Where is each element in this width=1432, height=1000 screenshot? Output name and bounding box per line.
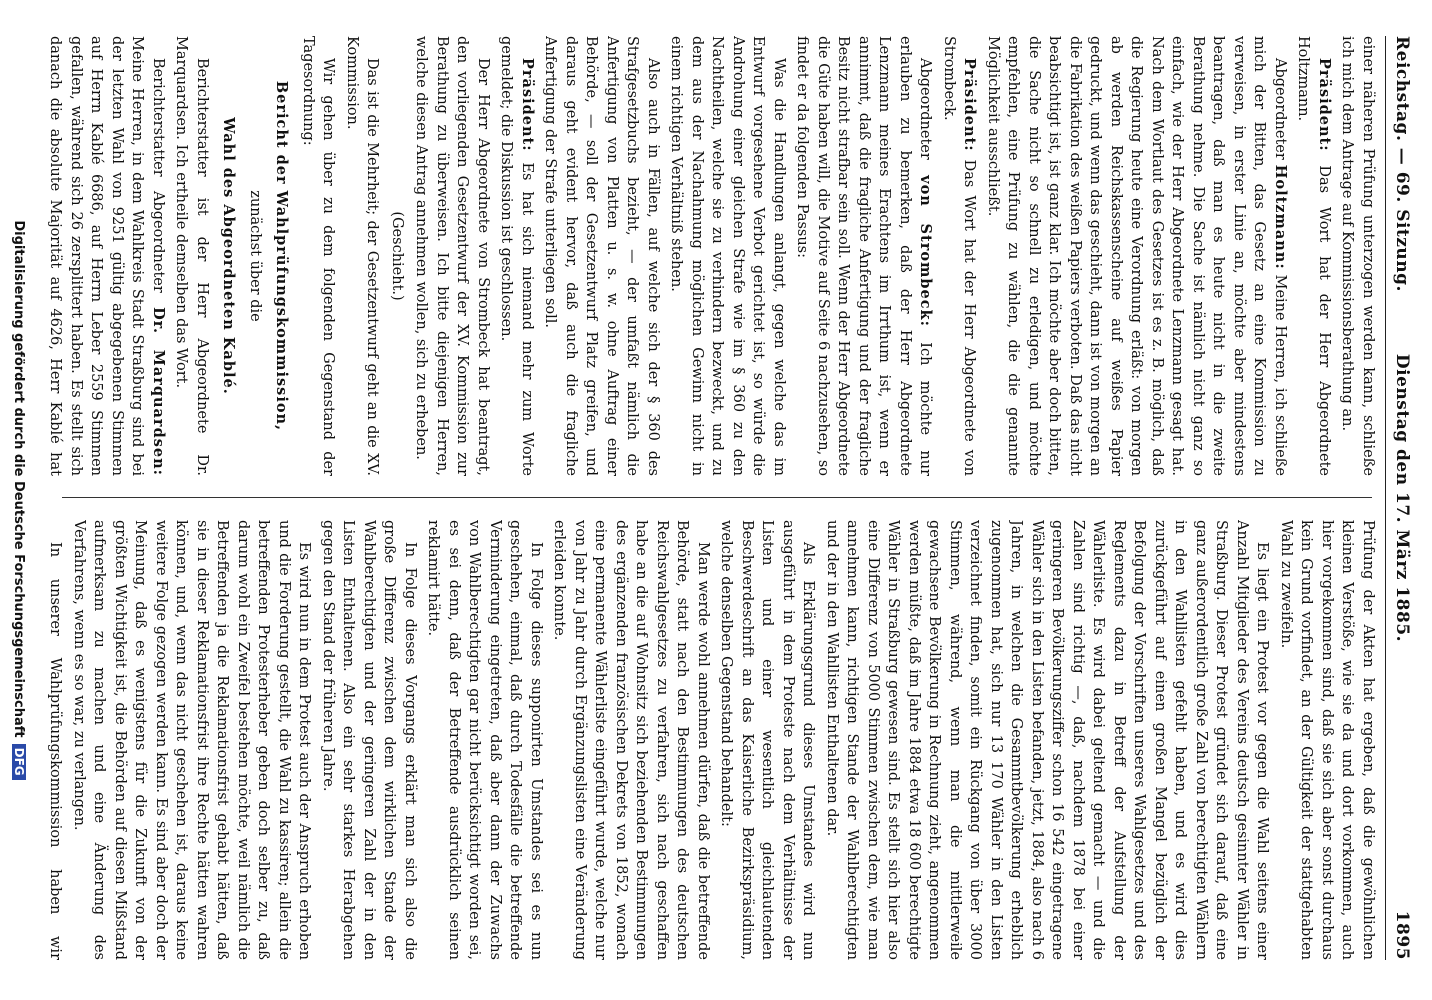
quoted-paragraph: Man werde wohl annehmen dürfen, daß die betreffende Behörde, statt nach den Bestimmungen des deutschen Reichswahlgesetzes zu verfahren, sich nach geschaffen habe an die auf Wohnsitz sich beziehenden Bestimmungen des ergänzenden französischen Dekrets von 1852, wonach eine permanente Wählerliste eingeführt wurde, welche nur von Jahr zu Jahr durch Ergänzungslisten eine Veränderung erleiden konnte.	[551, 520, 711, 960]
paragraph: Berichterstatter ist der Herr Abgeordnete Dr. Marquardsen. Ich ertheile demselben das Wort.	[173, 36, 210, 476]
paragraph: In Folge dieses supponirten Umstandes sei es nun geschehen, einmal, daß durch Todesfälle die betreffende Verminderung eingetreten, daß aber dann der Zuwachs von Wahlberechtigten gar nicht berücksichtigt worden sei, es sei denn, daß der Betreffende ausdrücklich seinen reklamirt hätte.	[425, 520, 544, 960]
speech-text: Ich möchte nur erlauben zu bemerken, daß der Herr Abgeordnete Lenzmann meines Erachtens im Irrthum ist, wenn er annimmt, daß die fragliche Anfertigung und der fragliche Besitz nicht strafbar sein soll. Wenn der Herr Abgeordnete die Güte haben will, die Motive auf Seite 6 nachzusehen, so findet er da folgenden Passus:	[794, 36, 934, 476]
credit-text: Digitalisierung gefördert durch die Deutsche Forschungsgemeinschaft	[11, 220, 26, 738]
speaker-name: Präsident:	[961, 58, 979, 152]
dfg-logo: DFG	[12, 744, 26, 780]
quoted-paragraph: Was die Handlungen anlangt, gegen welche das im Entwurf vorgesehene Verbot gerichtet ist, so würde die Androhung einer gleichen Strafe wie im § 360 zu den Nachtheilen, welche sie zu verhindern bezweckt, und zu dem aus der Nachahmung möglichen Gewinn nicht in einem richtigen Verhältniß stehen.	[668, 36, 787, 476]
paragraph	[1293, 36, 1334, 476]
paragraph: Das ist die Mehrheit; der Gesetzentwurf geht an die XV. Kommission.	[344, 36, 381, 476]
paragraph: Es liegt ein Protest vor gegen die Wahl seitens einer Anzahl Mitglieder des Vereins deutsch gesinnter Wähler in Straßburg. Dieser Protest gründet sich darauf, daß eine ganz außerordentlich große Zahl von berechtigten Wählern in den Wahllisten gefehlt haben, und es wird dies zurückgeführt auf einen großen Mangel bezüglich der Befolgung der Vorschriften unseres Wahlgesetzes und des Reglements dazu in Betreff der Aufstellung der Wählerliste. Es wird dabei geltend gemacht — und die Zahlen sind richtig —, daß, nachdem 1878 bei einer geringeren Bevölkerungsziffer schon 16 542 eingetragene Wähler sich in den Listen befanden, jetzt, 1884, also nach 6 Jahren, in welchen die Gesammtbevölkerung erheblich zugenommen hat, sich nur 13 170 Wähler in den Listen verzeichnet finden, somit ein Rückgang von über 3000 Stimmen, während, wenn man die mittlerweile gewachsene Bevölkerung in Rechnung zieht, angenommen werden müßte, daß im Jahre 1884 etwa 18 600 berechtigte Wähler in Straßburg gewesen sind. Es stellt sich hier also eine Differenz von 5000 Stimmen zwischen dem, wie man annehmen kann, richtigen Stande der Wahlberechtigten und der in den Wahllisten Enthaltenen dar.	[824, 520, 1271, 960]
right-column	[48, 520, 1378, 960]
paragraph: Der Herr Abgeordnete von Strombeck hat beantragt, den vorliegenden Gesetzentwurf der XV. Kommission zur Berathung zu überweisen. Ich bitte diejenigen Herren, welche diesen Antrag annehmen wollen, sich zu erheben.	[413, 36, 491, 476]
column-divider	[62, 497, 1372, 498]
speaker-name: Dr. Marquardsen:	[150, 307, 167, 476]
speech-text: Meine Herren, ich schließe mich der Bitten, das Gesetz an eine Kommission zu verweisen, in erster Linie an, möchte aber mindestens beantragen, daß man es heute nicht in die zweite Berathung nehme. Die Sache ist nämlich nicht ganz so einfach, wie der Herr Abgeordnete Lenzmann gesagt hat. Nach dem Wortlaut des Gesetzes ist es z. B. möglich, daß die Regierung heute eine Verordnung erläßt: von morgen ab werden Reichskassenscheine auf weißes Papier gedruckt, und wenn das geschieht, dann ist von morgen an die Fabrikation des weißen Papiers verboten. Daß das nicht beabsichtigt ist, ist ganz klar. Ich möchte aber doch bitten, die Sache nicht so schnell zu erledigen, und möchte empfehlen, eine Prüfung zu wählen, die die genannte Möglichkeit ausschließt.	[985, 36, 1288, 476]
section-subheading: zunächst über die	[247, 190, 263, 322]
stage-direction: (Geschieht.)	[389, 211, 405, 301]
paragraph: In Folge dieses Vorgangs erklärt man sich also die große Differenz zwischen dem wirklichen Stande der Wahlberechtigten und der geringeren Zahl der in den Listen Enthaltenen. Also ein sehr starkes Herabgehen gegen den Stand der früheren Jahre.	[320, 520, 418, 960]
page-number: 1895	[1392, 910, 1412, 960]
section-heading: Bericht der Wahlprüfungskommission,	[273, 80, 291, 432]
paragraph: Also auch in Fällen, auf welche sich der § 360 des Strafgesetzbuchs bezieht, — der umfaßt nämlich die Anfertigung von Platten u. s. w. ohne Auftrag einer Behörde, — soll der Gesetzentwurf Platz greifen, und daraus geht evident hervor, daß auch die fragliche Anfertigung der Strafe unterliegen soll.	[542, 36, 661, 476]
speaker-prefix: Berichterstatter Abgeordneter	[150, 58, 166, 293]
paragraph: In unserer Wahlprüfungskommission haben wir	[48, 542, 64, 960]
paragraph	[983, 36, 1291, 476]
paragraph	[792, 36, 936, 476]
paragraph: Als Erklärungsgrund dieses Umstandes wird nun ausgeführt in dem Proteste nach dem Verhältnisse der Listen und einer wesentlich gleichlautenden Beschwerdeschrift an das Kaiserliche Bezirkspräsidium, welche denselben Gegenstand behandelt:	[718, 520, 817, 960]
speech-text: Das Wort hat der Herr Abgeordnete von Strombeck.	[941, 36, 978, 476]
left-column	[48, 36, 1378, 476]
paragraph: Wir gehen über zu dem folgenden Gegenstand der Tagesordnung:	[300, 36, 337, 476]
paragraph: Prüfung der Akten hat ergeben, daß die gewöhnlichen kleinen Verstöße, wie sie da und dort vorkommen, auch hier vorgekommen sind, daß sie sich aber sonst durchaus kein Grund vorfindet, an der Gültigkeit der stattgehabten Wahl zu zweifeln.	[1278, 520, 1376, 960]
paragraph	[939, 36, 980, 476]
speaker-name: Präsident:	[1316, 58, 1333, 152]
speech-text: Es hat sich niemand mehr zum Worte gemeldet; die Diskussion ist geschlossen.	[498, 36, 535, 476]
speech-text: Meine Herren, in dem Wahlkreis Stadt Straßburg sind bei der letzten Wahl von 9251 gültig abgegebenen Stimmen auf Herrn Kablé 6686, auf Herrn Leber 2559 Stimmen gefallen, während sich 26 zersplittert haben. Es stellt sich danach die absolute Majorität auf 4626, Herr Kablé hat	[48, 36, 146, 476]
digitization-credit	[0, 0, 26, 1000]
page-header	[1385, 36, 1416, 960]
paragraph	[48, 36, 168, 476]
speaker-prefix: Abgeordneter	[917, 58, 934, 160]
speech-text: Das Wort hat der Herr Abgeordnete Holtzmann.	[1295, 36, 1332, 476]
paragraph: einer näheren Prüfung unterzogen werden kann, schließe ich mich dem Antrage auf Kommissionsberathung an.	[1339, 36, 1376, 476]
speaker-name: Präsident:	[519, 58, 536, 152]
paragraph: Es wird nun in dem Protest auch der Anspruch erhoben und die Forderung gestellt, die Wahl zu kassiren; allein die betreffenden Protesterheber geben doch selber zu, daß darum wohl ein Zweifel bestehen möchte, weil nämlich die Betreffenden ja die Reklamationsfrist gehabt hätten, daß sie in dieser Reklamationsfrist ihre Rechte hätten wahren können, und, wenn das nicht geschehen ist, daraus keine weitere Folge gezogen werden kann. Es sind aber doch der Meinung, daß es wenigstens für die Zukunft von der größten Wichtigkeit ist, die Behörden auf diesen Mißstand aufmerksam zu machen und eine Änderung des Verfahrens, wenn es so war, zu verlangen.	[71, 520, 313, 960]
header-left: Reichstag. — 69. Sitzung.	[1392, 36, 1412, 292]
header-date: Dienstag den 17. März 1885.	[1392, 353, 1412, 643]
speaker-prefix: Abgeordneter	[1272, 58, 1288, 160]
speaker-name: von Strombeck:	[917, 175, 935, 327]
section-heading: Wahl des Abgeordneten Kablé.	[220, 117, 238, 395]
speaker-name: Holtzmann:	[1272, 164, 1289, 270]
paragraph	[496, 36, 537, 476]
